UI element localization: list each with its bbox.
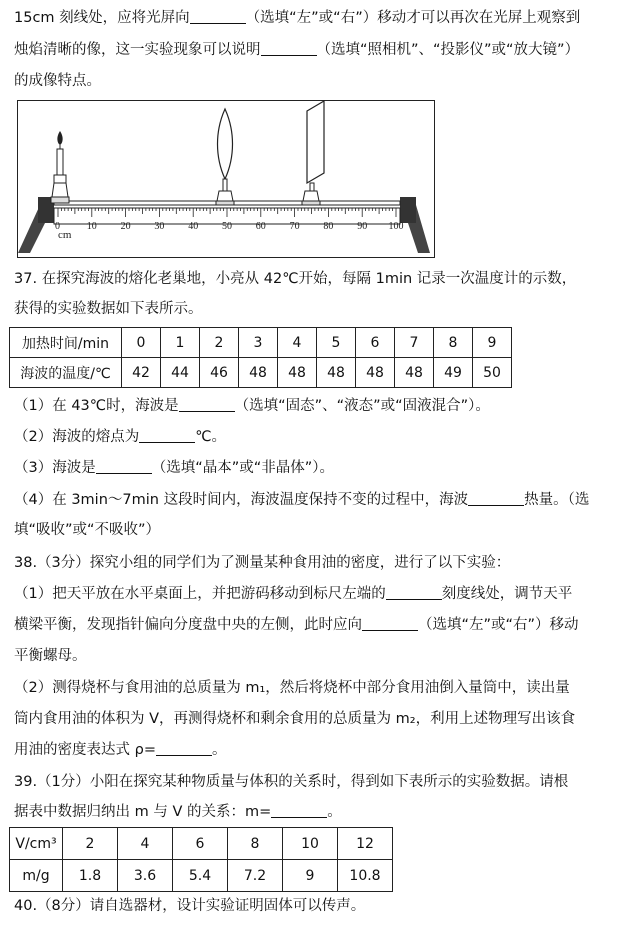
convex-lens-icon	[216, 109, 234, 205]
answer-blank[interactable]	[139, 427, 195, 443]
table-cell: 46	[200, 358, 239, 388]
table-cell: 6	[356, 328, 395, 358]
table-cell: 3.6	[118, 860, 173, 892]
ruler-tick-label: 70	[289, 221, 300, 232]
ruler-tick-label: 90	[357, 221, 368, 232]
q39-line-1: 39.（1分）小阳在探究某种物质量与体积的关系时，得到如下表所示的实验数据。请根	[14, 774, 569, 790]
answer-blank[interactable]	[96, 458, 152, 474]
table-cell: 6	[173, 828, 228, 860]
ruler-tick-label: 80	[323, 221, 334, 232]
q36-line-3: 的成像特点。	[14, 73, 101, 89]
table-cell: 12	[338, 828, 393, 860]
ruler-tick-label: 40	[188, 221, 199, 232]
table-cell: 48	[356, 358, 395, 388]
table-cell: 1	[161, 328, 200, 358]
q38-p1-line-3: 平衡螺母。	[14, 648, 87, 664]
table-cell: 44	[161, 358, 200, 388]
q38-p2-line-1: （2）测得烧杯与食用油的总质量为 m₁，然后将烧杯中部分食用油倒入量筒中，读出量	[14, 680, 570, 696]
table-header-cell: m/g	[10, 860, 63, 892]
table-cell: 5	[317, 328, 356, 358]
answer-blank[interactable]	[156, 740, 212, 756]
answer-blank[interactable]	[386, 584, 442, 600]
q39-line-2: 据表中数据归纳出 m 与 V 的关系：m= 。	[14, 804, 342, 820]
table-header-cell: 海波的温度/℃	[10, 358, 122, 388]
q38-p2-line-3: 用油的密度表达式 ρ= 。	[14, 742, 227, 758]
ruler-tick-label: 10	[86, 221, 97, 232]
table-header-cell: V/cm³	[10, 828, 63, 860]
ruler-tick-label: 30	[154, 221, 165, 232]
table-cell: 2	[200, 328, 239, 358]
answer-blank[interactable]	[362, 615, 418, 631]
q40-line-1: 40.（8分）请自选器材，设计实验证明固体可以传声。	[14, 898, 366, 914]
answer-blank[interactable]	[261, 40, 317, 56]
table-row	[10, 828, 393, 860]
q37-line-2: 获得的实验数据如下表所示。	[14, 301, 203, 317]
ruler-tick-label: 100	[388, 221, 404, 232]
table-header-cell: 加热时间/min	[10, 328, 122, 358]
table-cell: 3	[239, 328, 278, 358]
q37-sub-4: （4）在 3min～7min 这段时间内，海波温度保持不变的过程中，海波 热量。（选	[14, 492, 590, 508]
table-cell: 48	[317, 358, 356, 388]
ruler-tick-label: 60	[255, 221, 266, 232]
q37-sub-4-cont: 填“吸收”或“不吸收”）	[14, 522, 161, 538]
table-cell: 4	[118, 828, 173, 860]
q38-p2-line-2: 筒内食用油的体积为 V，再测得烧杯和剩余食用的总质量为 m₂，利用上述物理写出该食	[14, 711, 576, 727]
optical-bench-drawing	[18, 101, 433, 256]
ruler-unit-label: cm	[58, 229, 72, 241]
table-cell: 49	[434, 358, 473, 388]
table-row	[10, 328, 512, 358]
table-cell: 1.8	[63, 860, 118, 892]
table-cell: 0	[122, 328, 161, 358]
table-cell: 7.2	[228, 860, 283, 892]
q37-sub-1: （1）在 43℃时，海波是 （选填“固态”、“液态”或“固液混合”）。	[14, 398, 490, 414]
table-cell: 10.8	[338, 860, 393, 892]
answer-blank[interactable]	[468, 490, 524, 506]
answer-blank[interactable]	[190, 8, 246, 24]
table-row	[10, 860, 393, 892]
table-cell: 48	[395, 358, 434, 388]
ruler-tick-label: 0	[55, 221, 60, 232]
light-screen-icon	[302, 101, 324, 205]
table-row	[10, 358, 512, 388]
q38-p1-line-2: 横梁平衡，发现指针偏向分度盘中央的左侧，此时应向 （选填“左”或“右”）移动	[14, 617, 579, 633]
ruler-tick-label: 50	[222, 221, 232, 232]
ruler-tick-label: 20	[120, 221, 131, 232]
table-cell: 42	[122, 358, 161, 388]
q38-line-1: 38.（3分）探究小组的同学们为了测量某种食用油的密度，进行了以下实验：	[14, 555, 511, 571]
table-cell: 2	[63, 828, 118, 860]
table-cell: 8	[228, 828, 283, 860]
table-cell: 9	[283, 860, 338, 892]
answer-blank[interactable]	[271, 802, 327, 818]
q37-sub-2: （2）海波的熔点为 ℃。	[14, 429, 227, 445]
table-cell: 48	[278, 358, 317, 388]
q37-line-1: 37. 在探究海波的熔化老巢地，小亮从 42℃开始，每隔 1min 记录一次温度计的示数，	[14, 271, 577, 287]
answer-blank[interactable]	[179, 396, 235, 412]
q38-p1-line-1: （1）把天平放在水平桌面上，并把游码移动到标尺左端的 刻度线处，调节天平	[14, 586, 573, 602]
optical-bench-figure	[17, 100, 435, 258]
table-cell: 48	[239, 358, 278, 388]
table-cell: 7	[395, 328, 434, 358]
table-cell: 5.4	[173, 860, 228, 892]
table-cell: 8	[434, 328, 473, 358]
melting-data-table	[9, 327, 512, 388]
q36-line-2: 烛焰清晰的像，这一实验现象可以说明 （选填“照相机”、“投影仪”或“放大镜”）	[14, 42, 580, 58]
mass-volume-table	[9, 827, 393, 892]
table-cell: 9	[473, 328, 512, 358]
table-cell: 4	[278, 328, 317, 358]
candle-icon	[51, 131, 69, 203]
q36-line-1: 15cm 刻线处，应将光屏向 （选填“左”或“右”）移动才可以再次在光屏上观察到	[14, 10, 581, 26]
right-end-block	[400, 197, 416, 223]
table-cell: 10	[283, 828, 338, 860]
q37-sub-3: （3）海波是 （选填“晶本”或“非晶体”）。	[14, 460, 335, 476]
table-cell: 50	[473, 358, 512, 388]
